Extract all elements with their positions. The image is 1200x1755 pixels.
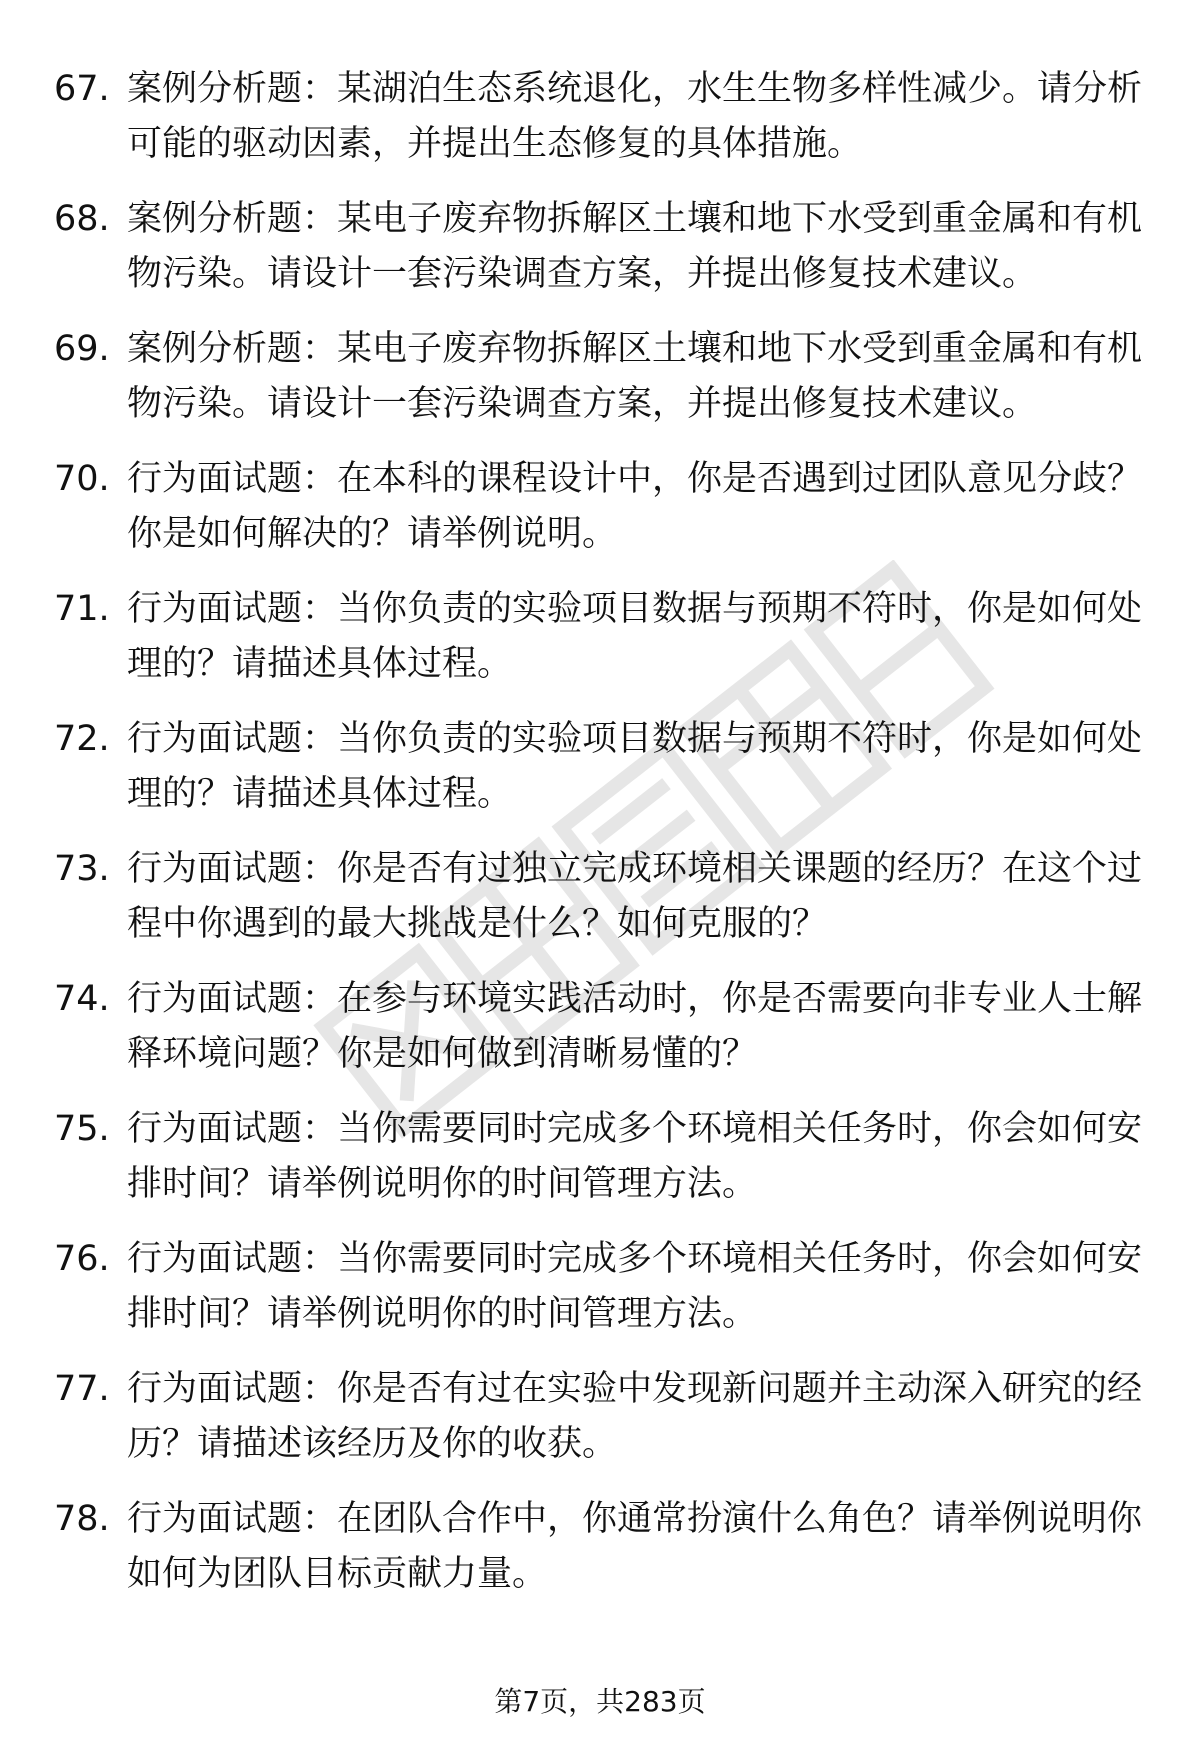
question-text: 案例分析题：某湖泊生态系统退化，水生生物多样性减少。请分析可能的驱动因素，并提出生态修复的具体措施。 — [127, 69, 1143, 164]
question-number: 71. — [54, 589, 110, 629]
question-text: 行为面试题：在本科的课程设计中，你是否遇到过团队意见分歧？你是如何解决的？请举例说明。 — [127, 459, 1143, 554]
question-number: 69. — [54, 329, 110, 369]
question-item — [54, 322, 1144, 452]
question-text: 案例分析题：某电子废弃物拆解区土壤和地下水受到重金属和有机物污染。请设计一套污染调查方案，并提出修复技术建议。 — [127, 199, 1143, 294]
page-footer: 第7页，共283页 — [494, 1685, 706, 1718]
question-number: 77. — [54, 1369, 110, 1409]
question-number: 76. — [54, 1239, 110, 1279]
question-item — [54, 1492, 1144, 1622]
question-item — [54, 972, 1144, 1102]
question-text: 行为面试题：在团队合作中，你通常扮演什么角色？请举例说明你如何为团队目标贡献力量。 — [127, 1499, 1143, 1594]
question-text: 行为面试题：当你负责的实验项目数据与预期不符时，你是如何处理的？请描述具体过程。 — [127, 719, 1143, 814]
question-item — [54, 712, 1144, 842]
question-number: 74. — [54, 979, 110, 1019]
question-item — [54, 842, 1144, 972]
question-number: 73. — [54, 849, 110, 889]
question-text: 行为面试题：你是否有过在实验中发现新问题并主动深入研究的经历？请描述该经历及你的收获。 — [127, 1369, 1143, 1464]
question-text: 案例分析题：某电子废弃物拆解区土壤和地下水受到重金属和有机物污染。请设计一套污染调查方案，并提出修复技术建议。 — [127, 329, 1143, 424]
question-list — [54, 62, 1144, 1622]
question-number: 68. — [54, 199, 110, 239]
question-item — [54, 1102, 1144, 1232]
question-number: 72. — [54, 719, 110, 759]
question-text: 行为面试题：当你需要同时完成多个环境相关任务时，你会如何安排时间？请举例说明你的时间管理方法。 — [127, 1239, 1143, 1334]
question-number: 78. — [54, 1499, 110, 1539]
question-item — [54, 1362, 1144, 1492]
question-item — [54, 452, 1144, 582]
question-text: 行为面试题：当你需要同时完成多个环境相关任务时，你会如何安排时间？请举例说明你的时间管理方法。 — [127, 1109, 1143, 1204]
question-text: 行为面试题：在参与环境实践活动时，你是否需要向非专业人士解释环境问题？你是如何做到清晰易懂的？ — [127, 979, 1143, 1074]
question-item — [54, 1232, 1144, 1362]
question-item — [54, 582, 1144, 712]
question-text: 行为面试题：你是否有过独立完成环境相关课题的经历？在这个过程中你遇到的最大挑战是什么？如何克服的？ — [127, 849, 1143, 944]
question-item — [54, 192, 1144, 322]
question-text: 行为面试题：当你负责的实验项目数据与预期不符时，你是如何处理的？请描述具体过程。 — [127, 589, 1143, 684]
question-number: 70. — [54, 459, 110, 499]
question-item — [54, 62, 1144, 192]
question-number: 67. — [54, 69, 110, 109]
question-number: 75. — [54, 1109, 110, 1149]
